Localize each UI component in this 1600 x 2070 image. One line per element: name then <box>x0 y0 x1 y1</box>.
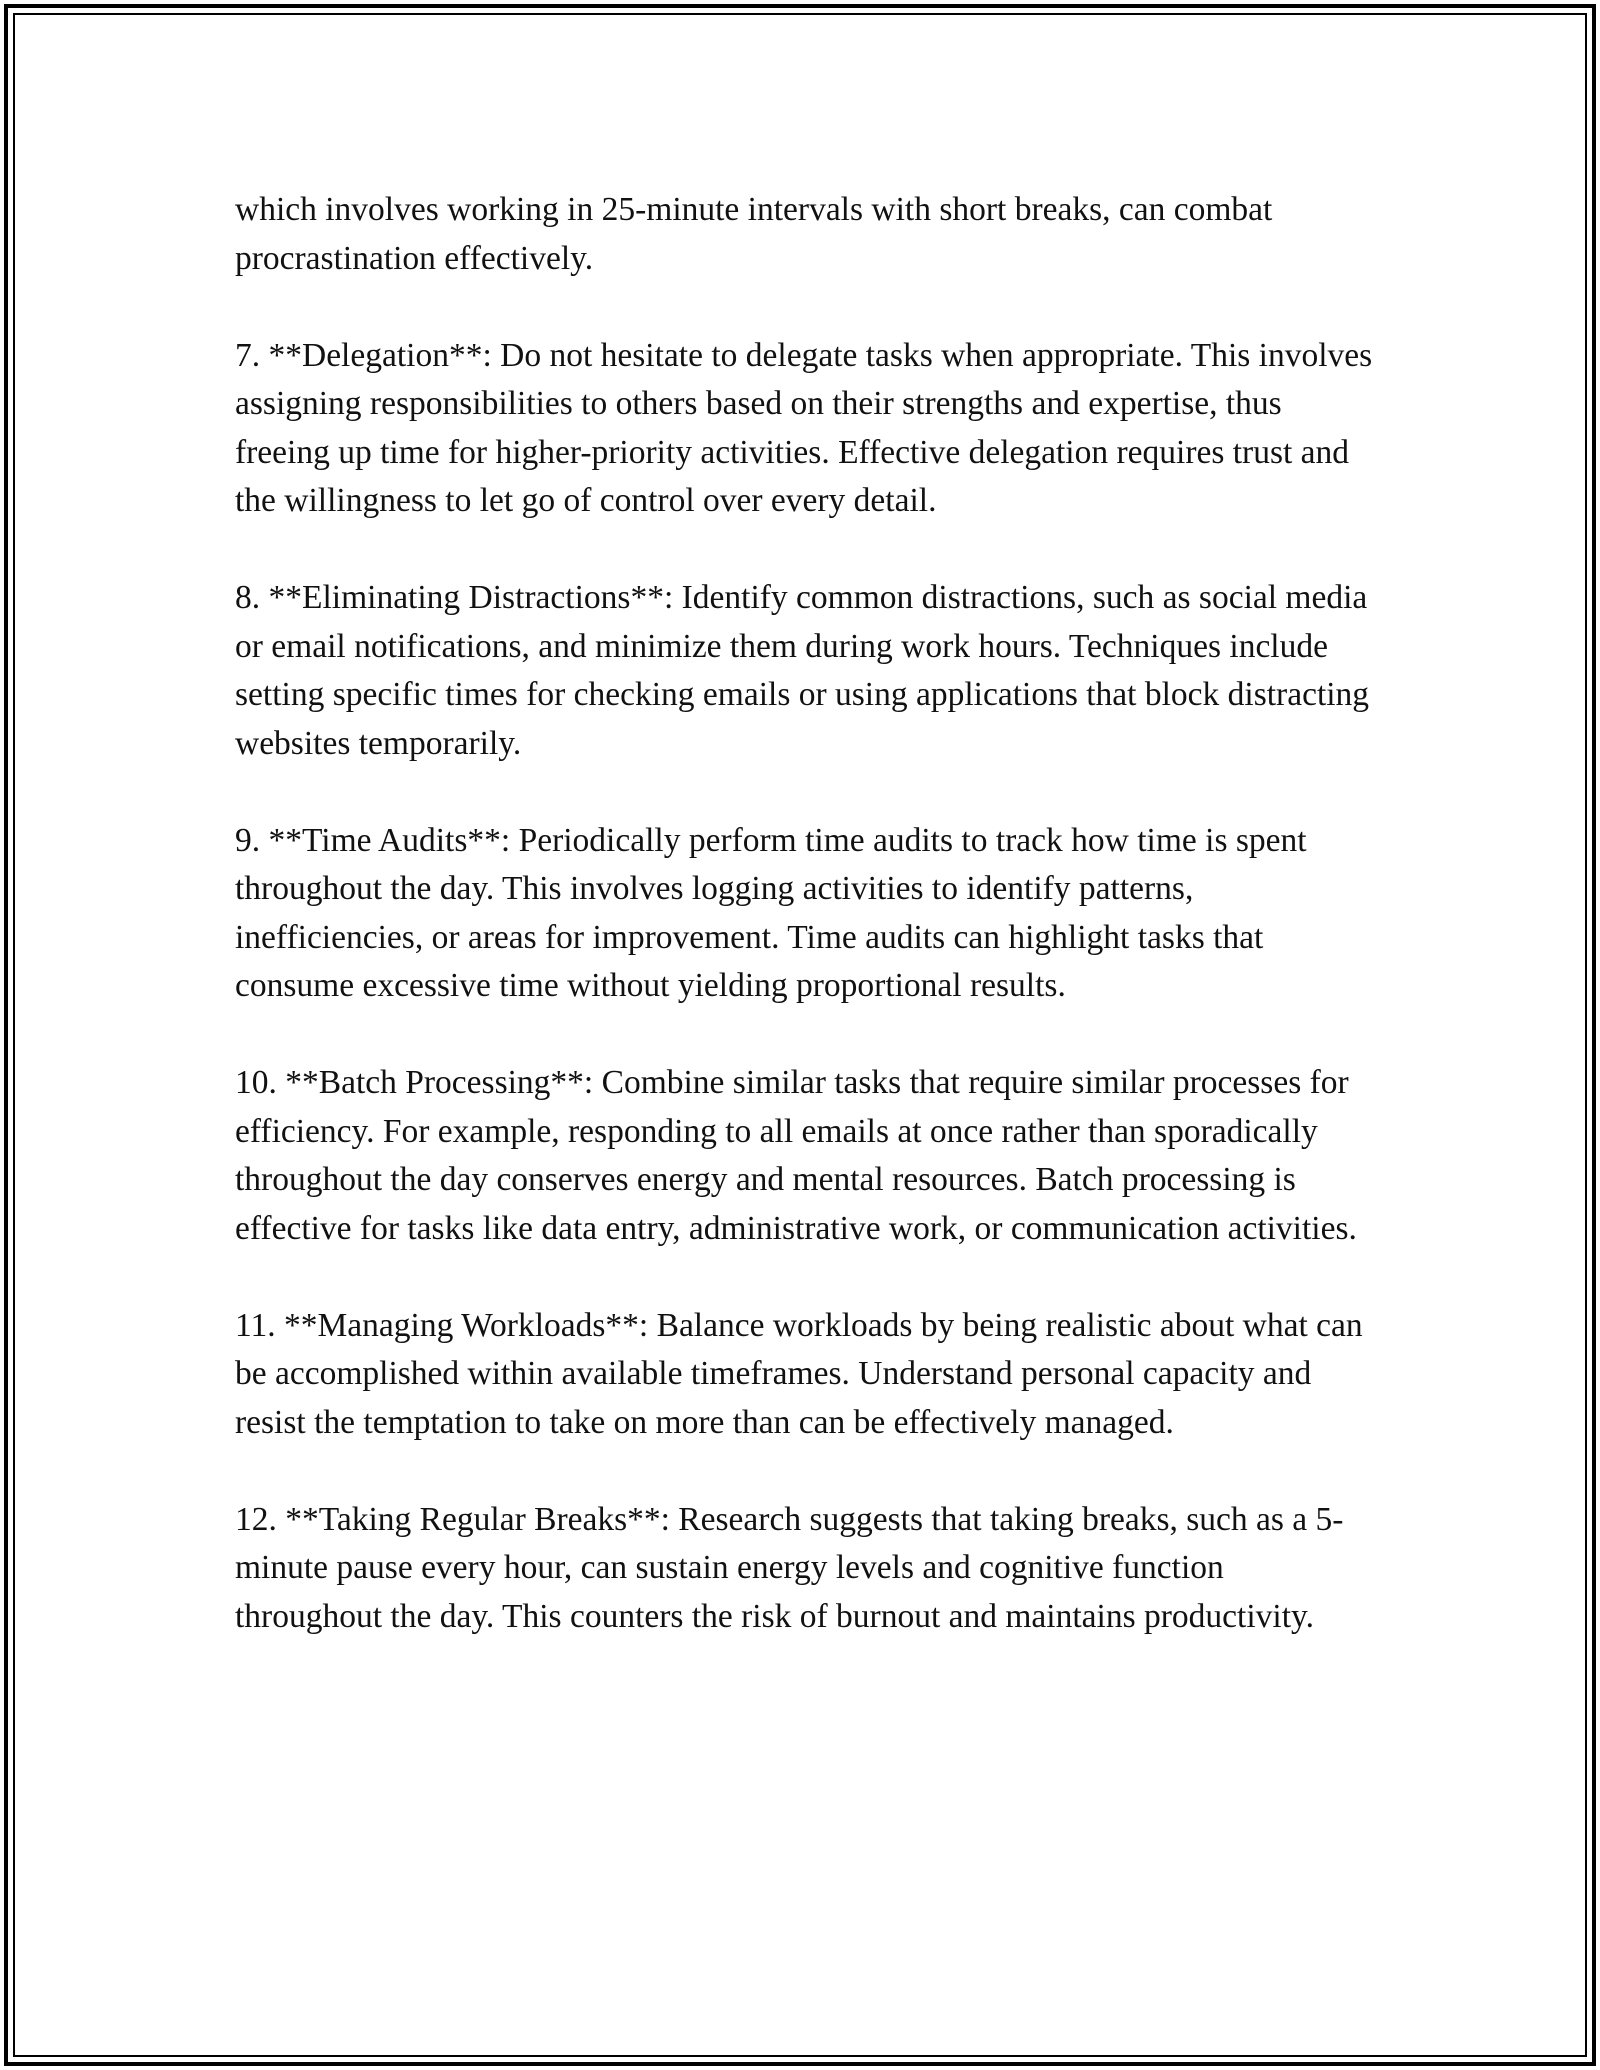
paragraph-taking-regular-breaks: 12. **Taking Regular Breaks**: Research suggests that taking breaks, such as a 5-minute pause every hour, can sustain energy levels and cognitive function throughout the day. This counters the risk of burnout and maintains productivity. <box>235 1500 1344 1635</box>
paragraph-time-audits: 9. **Time Audits**: Periodically perform time audits to track how time is spent throughout the day. This involves logging activities to identify patterns, inefficiencies, or areas for improvement. Time audits can highlight tasks that consume excessive time without yielding proportional results. <box>235 821 1307 1004</box>
paragraph-eliminating-distractions: 8. **Eliminating Distractions**: Identify common distractions, such as social media or email notifications, and minimize them during work hours. Techniques include setting specific times for checking emails or using applications that block distracting websites temporarily. <box>235 579 1370 762</box>
paragraph-delegation: 7. **Delegation**: Do not hesitate to delegate tasks when appropriate. This involves assigning responsibilities to others based on their strengths and expertise, thus freeing up time for higher-priority activities. Effective delegation requires trust and the willingness to let go of control over every detail. <box>235 336 1373 519</box>
paragraph-managing-workloads: 11. **Managing Workloads**: Balance workloads by being realistic about what can be accomplished within available timeframes. Understand personal capacity and resist the temptation to take on more than can be effectively managed. <box>235 1306 1363 1441</box>
document-body <box>235 186 1375 1690</box>
paragraph-continuation: which involves working in 25-minute intervals with short breaks, can combat procrastination effectively. <box>235 191 1273 277</box>
paragraph-batch-processing: 10. **Batch Processing**: Combine similar tasks that require similar processes for efficiency. For example, responding to all emails at once rather than sporadically throughout the day conserves energy and mental resources. Batch processing is effective for tasks like data entry, administrative work, or communication activities. <box>235 1064 1357 1247</box>
